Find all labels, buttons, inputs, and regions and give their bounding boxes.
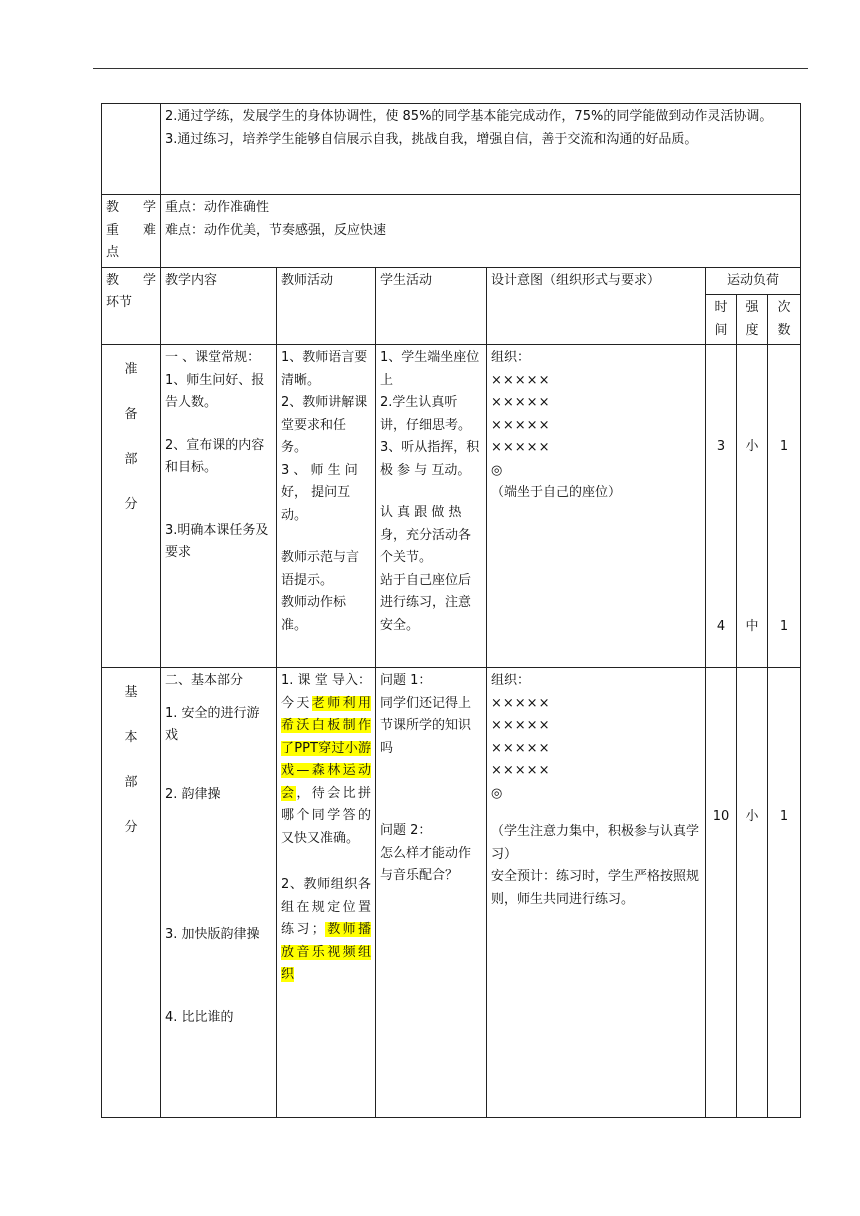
header-teacher: 教师活动 [277, 267, 376, 345]
difficulty-row [102, 195, 801, 268]
header-time: 时 间 [706, 295, 737, 345]
header-design: 设计意图（组织形式与要求） [487, 267, 706, 345]
difficulty-label: 教 学 重 难 点 [102, 195, 161, 268]
basic-content: 二、基本部分 1. 安全的进行游戏 2. 韵律操 3. 加快版韵律操 4. 比比谁的 [161, 668, 277, 1118]
prep-content: 一 、课堂常规： 1、师生问好、报告人数。 2、宣布课的内容和目标。 3.明确本课任务及要求 [161, 345, 277, 668]
key-point: 重点：动作准确性 [165, 200, 270, 215]
basic-student: 问题 1： 同学们还记得上节课所学的知识吗 问题 2： 怎么样才能动作与音乐配合？ [376, 668, 487, 1118]
objectives-cell [161, 104, 801, 195]
header-rule [93, 68, 808, 69]
header-intensity: 强 度 [737, 295, 768, 345]
header-row [102, 267, 801, 295]
basic-label: 基 本 部 分 [102, 668, 161, 1118]
difficulty-content [161, 195, 801, 268]
hard-point: 难点：动作优美，节奏感强，反应快速 [165, 222, 387, 238]
objective-3: 3.通过练习，培养学生能够自信展示自我，挑战自我，增强自信，善于交流和沟通的好品质。 [165, 131, 698, 147]
basic-time: 10 [706, 668, 737, 1118]
header-stage: 教 学 环节 [102, 267, 161, 345]
prep-count: 1 1 [768, 345, 801, 668]
highlight-music: 教师播放音乐视频组织 [281, 922, 371, 982]
objective-2: 2.通过学练，发展学生的身体协调性，使 85%的同学基本能完成动作，75%的同学能做到动作灵活协调。 [165, 109, 773, 124]
basic-intensity: 小 [737, 668, 768, 1118]
prep-row [102, 345, 801, 668]
prep-time: 3 4 [706, 345, 737, 668]
prep-label: 准 备 部 分 [102, 345, 161, 668]
basic-design: 组织： ××××× ××××× ××××× ××××× ◎ （学生注意力集中，积极参与认真学习） 安全预计：练习时，学生严格按照规则，师生共同进行练习。 [487, 668, 706, 1118]
basic-teacher: 1. 课 堂 导入：今天老师利用希沃白板制作了PPT穿过小游戏—森林运动会，待会比拼哪个同学答的又快又准确。 2、教师组织各组在规定位置练习；教师播放音乐视频组织 [277, 668, 376, 1118]
header-content: 教学内容 [161, 267, 277, 345]
prep-design: 组织： ××××× ××××× ××××× ××××× ◎ （端坐于自己的座位） [487, 345, 706, 668]
objectives-label-cell [102, 104, 161, 195]
basic-count: 1 [768, 668, 801, 1118]
highlight-ppt: 老师利用希沃白板制作了PPT穿过小游戏—森林运动会 [281, 695, 371, 801]
header-count: 次 数 [768, 295, 801, 345]
objectives-row [102, 104, 801, 195]
basic-row [102, 668, 801, 1118]
header-load: 运动负荷 [706, 267, 801, 295]
prep-student: 1、学生端坐座位上 2.学生认真听讲，仔细思考。 3、听从指挥，积 极 参 与 互动。 认 真 跟 做 热身，充分活动各个关节。 站于自己座位后进行练习，注意安全。 [376, 345, 487, 668]
prep-intensity: 小 中 [737, 345, 768, 668]
lesson-plan-table [101, 103, 801, 1118]
header-student: 学生活动 [376, 267, 487, 345]
prep-teacher: 1、教师语言要清晰。 2、教师讲解课堂要求和任务。 3 、 师 生 问好， 提问互动。 教师示范与言语提示。 教师动作标准。 [277, 345, 376, 668]
